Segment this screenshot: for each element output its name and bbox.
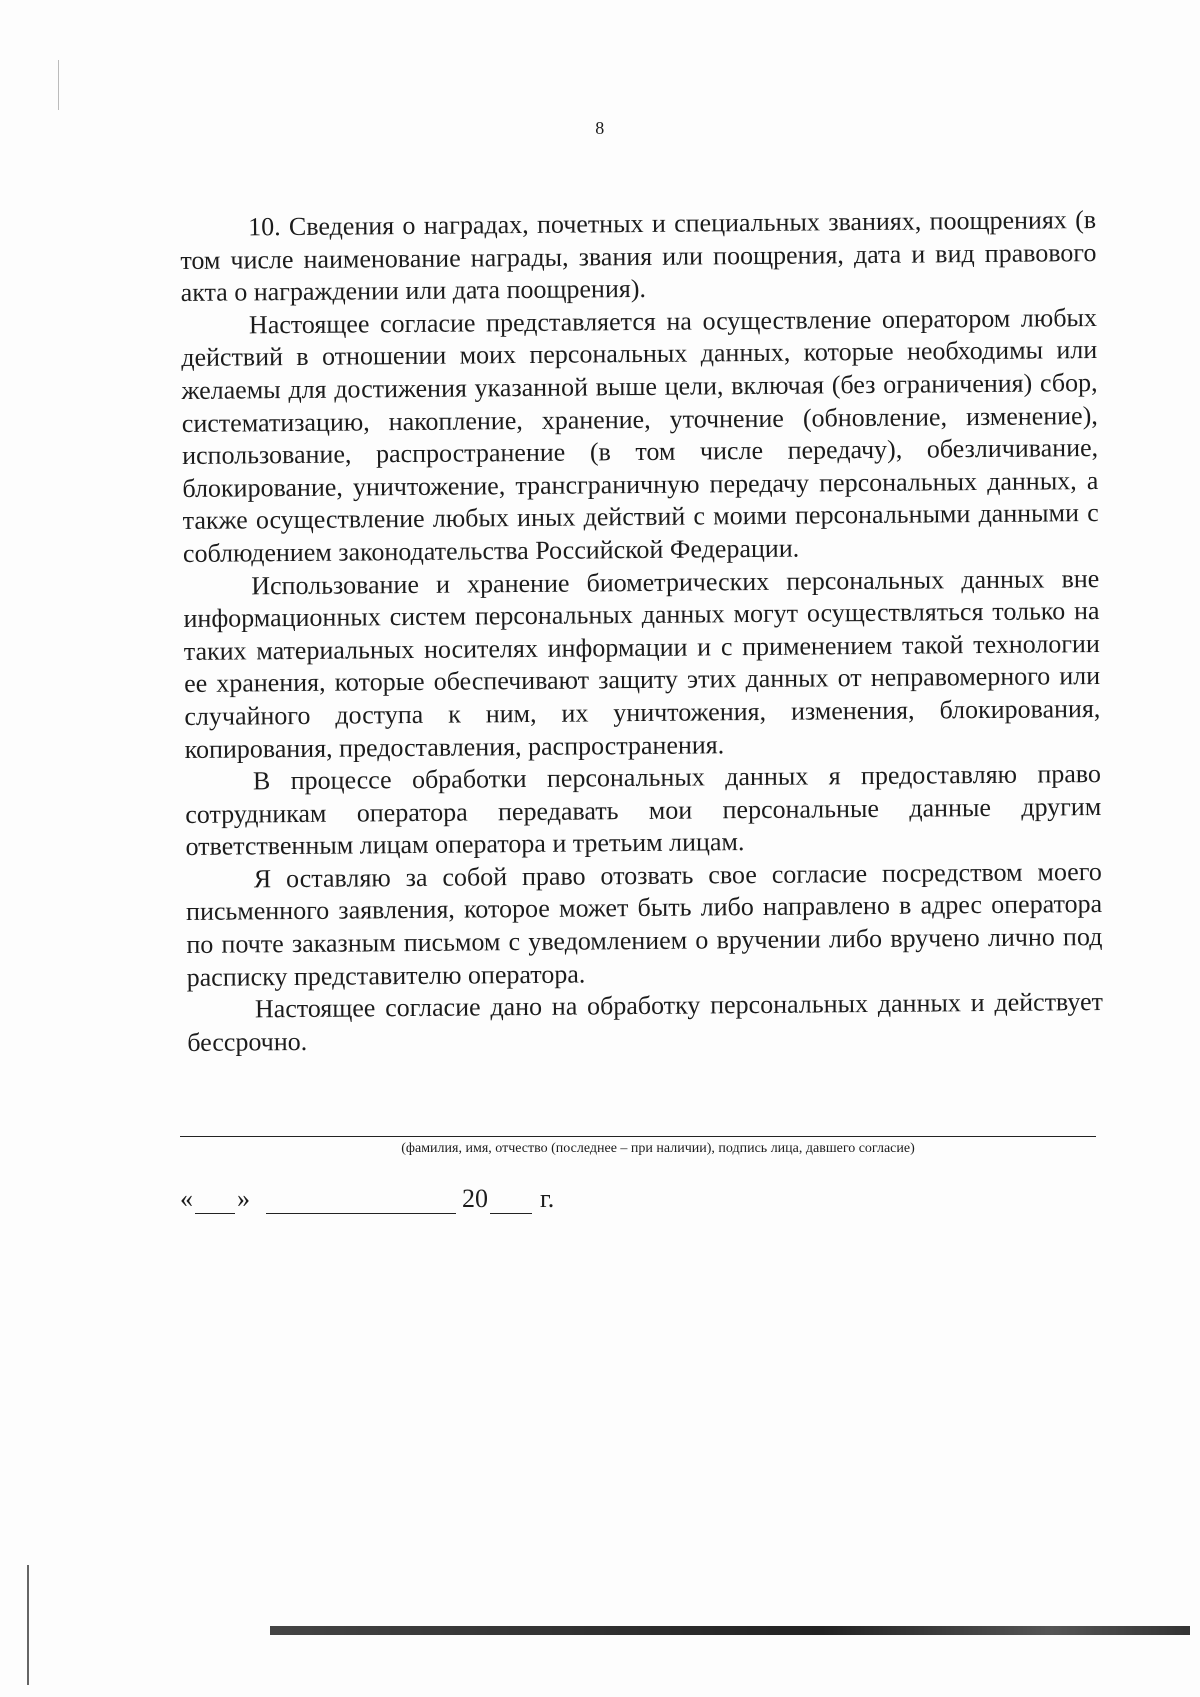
date-open-quote: « xyxy=(180,1184,193,1213)
paragraph-validity: Настоящее согласие дано на обработку персональных данных и действует бессрочно. xyxy=(187,987,1104,1057)
signature-line xyxy=(180,1136,1096,1137)
page-number: 8 xyxy=(595,118,605,138)
signature-caption: (фамилия, имя, отчество (последнее – при наличии), подпись лица, давшего согласие) xyxy=(401,1141,915,1156)
scan-artifact-edge xyxy=(27,1565,29,1685)
paragraph-biometric-data: Использование и хранение биометрических персональных данных вне информационных систем персональных данных могут осуществляться только на таких материальных носителях информации и с применением такой технологии ее хранения, которые обеспечивают защиту этих данных от неправомерного или случайного доступа к ним, их уничтожения, изменения, блокирования, копирования, предоставления, распространения. xyxy=(183,563,1101,764)
date-line xyxy=(180,1184,554,1214)
date-day-blank xyxy=(195,1187,235,1214)
signature-block xyxy=(180,1136,1096,1157)
date-month-blank xyxy=(266,1187,456,1214)
date-year-blank xyxy=(490,1187,532,1214)
body-text xyxy=(180,204,1103,1059)
paragraph-consent-actions: Настоящее согласие представляется на осуществление оператором любых действий в отношении моих персональных данных, которые необходимы или желаемы для достижения указанной выше цели, включая (без ограничения) сбор, систематизацию, накопление, хранение, уточнение (обновление, изменение), использование, распространение (в том числе передачу), обезличивание, блокирование, уничтожение, трансграничную передачу персональных данных, а также осуществление любых иных действий с моими персональными данными с соблюдением законодательства Российской Федерации. xyxy=(181,302,1099,568)
paragraph-transfer-right: В процессе обработки персональных данных я предоставляю право сотрудникам оператора передавать мои персональные данные другим ответственным лицам оператора и третьим лицам. xyxy=(185,759,1102,862)
date-year-suffix: г. xyxy=(540,1184,555,1213)
date-year-prefix: 20 xyxy=(462,1184,488,1213)
paragraph-withdrawal: Я оставляю за собой право отозвать свое согласие посредством моего письменного заявления, которое может быть либо направлено в адрес оператора по почте заказным письмом с уведомлением о вручении либо вручено лично под расписку представителю оператора. xyxy=(185,856,1103,992)
scan-artifact-edge xyxy=(58,60,59,110)
scan-artifact-bottom-bar xyxy=(270,1626,1190,1635)
date-close-quote: » xyxy=(237,1184,250,1213)
paragraph-awards: 10. Сведения о наградах, почетных и специальных званиях, поощрениях (в том числе наименование награды, звания или поощрения, дата и вид правового акта о награждении или дата поощрения). xyxy=(180,205,1097,308)
